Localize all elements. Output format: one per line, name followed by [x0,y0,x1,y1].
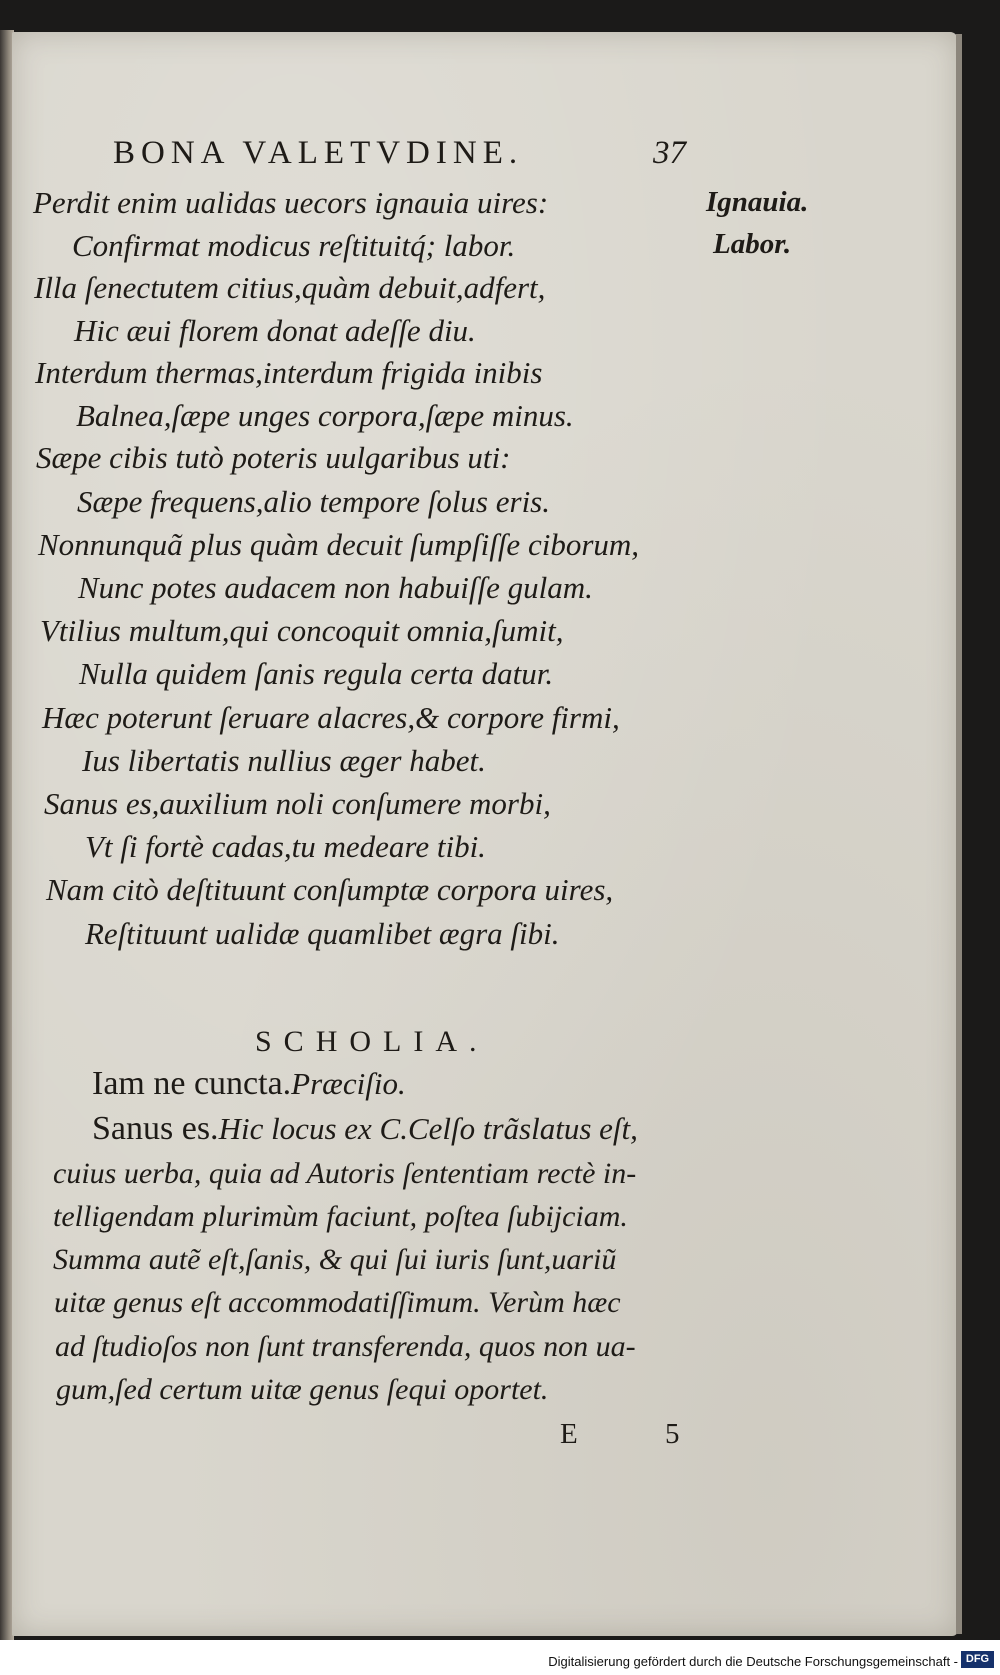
verse-line: Hæc poterunt ſeruare alacres,& corpore firmi, [42,700,620,735]
dfg-logo-icon: DFG [961,1651,994,1668]
verse-line: Nam citò deſtituunt conſumptæ corpora uires, [46,872,614,907]
running-head [113,135,713,185]
verse-line: Vt ſi fortè cadas,tu medeare tibi. [85,829,486,864]
scholia-lemma [92,1110,638,1148]
verse-line: Sæpe cibis tutò poteris uulgaribus uti: [36,440,511,475]
prose-line: Summa autẽ eſt,ſanis, & qui ſui iuris ſunt,uariũ [53,1243,617,1276]
verse-line: Confirmat modicus reſtituitq́; labor. [72,228,516,263]
lemma-text: Iam ne cuncta. [92,1065,292,1102]
margin-note-labor: Labor. [713,228,792,260]
verse-line: Vtilius multum,qui concoquit omnia,ſumit, [40,613,564,648]
lemma-text: Sanus es. [92,1110,219,1147]
verse-line: Perdit enim ualidas uecors ignauia uires: [33,185,549,220]
lemma-gloss: Hic locus ex C.Celſo trãslatus eſt, [218,1111,638,1146]
scholia-heading: SCHOLIA. [255,1025,489,1058]
prose-line: telligendam plurimùm faciunt, poſtea ſubijciam. [53,1200,628,1233]
footer-credit: Digitalisierung gefördert durch die Deutsche Forschungsgemeinschaft - [548,1654,958,1669]
prose-line: uitæ genus eſt accommodatiſſimum. Verùm hæc [54,1286,621,1319]
verse-line: Hic æui florem donat adeſſe diu. [74,313,476,348]
verse-line: Interdum thermas,interdum frigida inibis [35,355,543,390]
verse-line: Nunc potes audacem non habuiſſe gulam. [78,570,593,605]
page-edge [956,34,962,1634]
prose-line: gum,ſed certum uitæ genus ſequi oportet. [56,1373,549,1406]
running-head-title: BONA VALETVDINE. [113,135,524,171]
scholia-lemma [92,1065,406,1103]
verse-line: Reſtituunt ualidæ quamlibet ægra ſibi. [85,916,560,951]
prose-line: ad ſtudioſos non ſunt transferenda, quos non ua- [55,1330,636,1363]
verse-line: Ius libertatis nullius æger habet. [82,743,486,778]
prose-line: cuius uerba, quia ad Autoris ſententiam rectè in- [53,1157,637,1190]
lemma-gloss: Præciſio. [291,1066,406,1101]
page-number: 37 [653,135,686,171]
verse-line: Nonnunquã plus quàm decuit ſumpſiſſe ciborum, [38,527,640,562]
verse-line: Balnea,ſæpe unges corpora,ſæpe minus. [76,398,574,433]
verse-line: Sæpe frequens,alio tempore ſolus eris. [77,484,550,519]
verse-line: Illa ſenectutem citius,quàm debuit,adfert, [34,270,546,305]
verse-line: Sanus es,auxilium noli conſumere morbi, [44,786,551,821]
margin-note-ignavia: Ignauia. [706,186,809,218]
signature-mark: E 5 [560,1418,720,1450]
verse-line: Nulla quidem ſanis regula certa datur. [79,656,554,691]
